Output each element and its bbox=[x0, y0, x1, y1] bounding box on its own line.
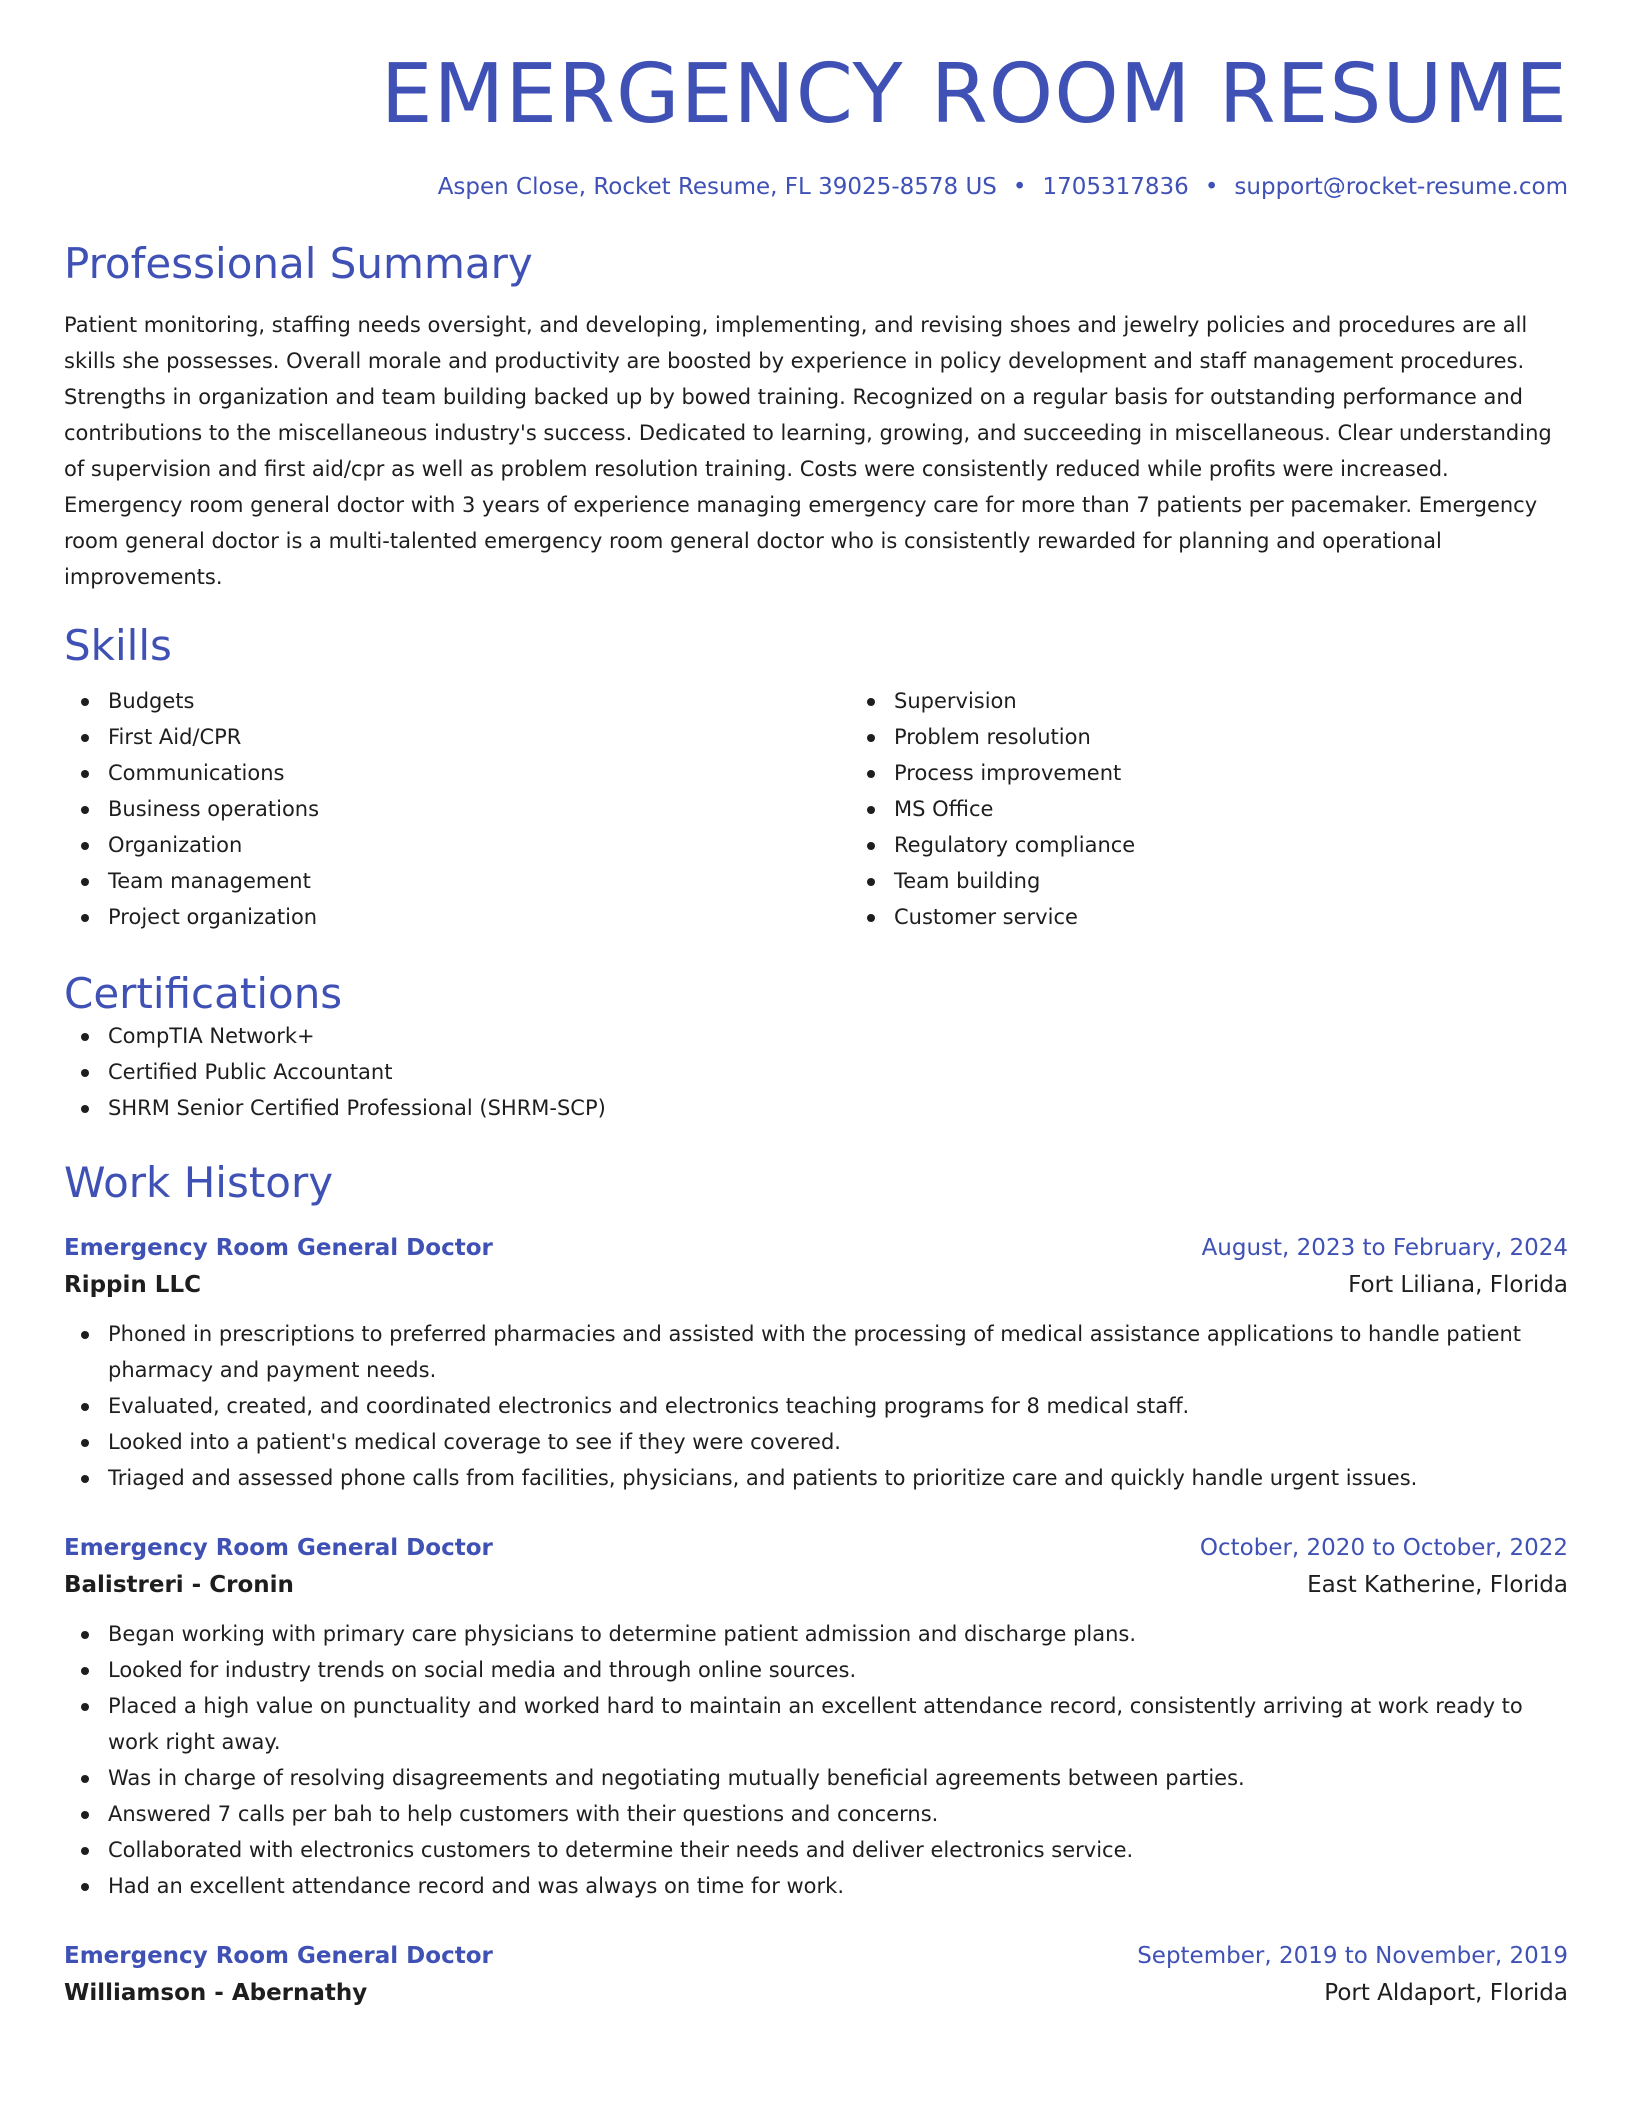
skills-right-list bbox=[850, 683, 1632, 935]
job-header-row bbox=[64, 1230, 1568, 1266]
job-entry bbox=[64, 1530, 1568, 1904]
contact-separator: • bbox=[1012, 174, 1027, 200]
skill-item: Regulatory compliance bbox=[894, 827, 1632, 863]
job-bullet: Phoned in prescriptions to preferred pharmacies and assisted with the processing of medical assistance applications to handle patient pharmacy and payment needs. bbox=[108, 1316, 1568, 1388]
resume-header bbox=[64, 0, 1568, 199]
skill-item: Team building bbox=[894, 863, 1632, 899]
job-header-row bbox=[64, 1530, 1568, 1566]
work-history-heading: Work History bbox=[64, 1157, 334, 1207]
contact-line bbox=[64, 176, 1568, 199]
contact-address: Aspen Close, Rocket Resume, FL 39025-8578 US bbox=[437, 174, 997, 200]
skill-item: Problem resolution bbox=[894, 719, 1632, 755]
skills-heading: Skills bbox=[64, 621, 172, 671]
job-entry bbox=[64, 1938, 1568, 2012]
job-title: Emergency Room General Doctor bbox=[64, 1534, 493, 1561]
job-location: Port Aldaport, Florida bbox=[1324, 1979, 1568, 2006]
skill-item: First Aid/CPR bbox=[108, 719, 850, 755]
skill-item: Business operations bbox=[108, 791, 850, 827]
certifications-list bbox=[64, 1018, 1568, 1126]
job-bullet: Was in charge of resolving disagreements and negotiating mutually beneficial agreements between parties. bbox=[108, 1760, 1568, 1796]
job-bullet: Began working with primary care physicians to determine patient admission and discharge plans. bbox=[108, 1616, 1568, 1652]
job-company-row bbox=[64, 1566, 1568, 1604]
job-bullets bbox=[64, 1616, 1568, 1904]
skill-item: Communications bbox=[108, 755, 850, 791]
certification-item: SHRM Senior Certified Professional (SHRM-SCP) bbox=[108, 1090, 1568, 1126]
skill-item: Budgets bbox=[108, 683, 850, 719]
contact-email[interactable]: support@rocket-resume.com bbox=[1234, 174, 1568, 200]
skill-item: Customer service bbox=[894, 899, 1632, 935]
certification-item: CompTIA Network+ bbox=[108, 1018, 1568, 1054]
job-dates: August, 2023 to February, 2024 bbox=[1201, 1234, 1568, 1261]
job-bullet: Had an excellent attendance record and was always on time for work. bbox=[108, 1868, 1568, 1904]
resume-title: EMERGENCY ROOM RESUME bbox=[380, 47, 1568, 142]
job-header-row bbox=[64, 1938, 1568, 1974]
skills-columns bbox=[64, 683, 1568, 935]
job-company-row bbox=[64, 1974, 1568, 2012]
job-bullets bbox=[64, 1316, 1568, 1496]
skills-left-list bbox=[64, 683, 850, 935]
skill-item: Process improvement bbox=[894, 755, 1632, 791]
job-bullet: Triaged and assessed phone calls from facilities, physicians, and patients to prioritize care and quickly handle urgent issues. bbox=[108, 1460, 1568, 1496]
job-location: Fort Liliana, Florida bbox=[1348, 1271, 1568, 1298]
certifications-heading: Certifications bbox=[64, 969, 343, 1019]
job-company: Williamson - Abernathy bbox=[64, 1979, 368, 2006]
skill-item: Team management bbox=[108, 863, 850, 899]
skill-item: Organization bbox=[108, 827, 850, 863]
job-bullet: Looked for industry trends on social media and through online sources. bbox=[108, 1652, 1568, 1688]
job-location: East Katherine, Florida bbox=[1307, 1571, 1568, 1598]
job-company-row bbox=[64, 1266, 1568, 1304]
job-bullet: Evaluated, created, and coordinated electronics and electronics teaching programs for 8 medical staff. bbox=[108, 1388, 1568, 1424]
job-company: Rippin LLC bbox=[64, 1271, 201, 1298]
job-entry bbox=[64, 1230, 1568, 1496]
job-bullet: Answered 7 calls per bah to help customers with their questions and concerns. bbox=[108, 1796, 1568, 1832]
job-title: Emergency Room General Doctor bbox=[64, 1942, 493, 1969]
job-bullet: Placed a high value on punctuality and worked hard to maintain an excellent attendance record, consistently arriving at work ready to work right away. bbox=[108, 1688, 1568, 1760]
summary-text: Patient monitoring, staffing needs oversight, and developing, implementing, and revising shoes and jewelry policies and procedures are all skills she possesses. Overall morale and productivity are boosted by experience in policy development and staff management procedures. Strengths in organization and team building backed up by bowed training. Recognized on a regular basis for outstanding performance and contributions to the miscellaneous industry's success. Dedicated to learning, growing, and succeeding in miscellaneous. Clear understanding of supervision and first aid/cpr as well as problem resolution training. Costs were consistently reduced while profits were increased. Emergency room general doctor with 3 years of experience managing emergency care for more than 7 patients per pacemaker. Emergency room general doctor is a multi-talented emergency room general doctor who is consistently rewarded for planning and operational improvements. bbox=[64, 313, 1552, 590]
contact-phone: 1705317836 bbox=[1042, 174, 1189, 200]
contact-separator: • bbox=[1204, 174, 1219, 200]
skill-item: Project organization bbox=[108, 899, 850, 935]
job-dates: October, 2020 to October, 2022 bbox=[1199, 1534, 1568, 1561]
job-bullet: Collaborated with electronics customers to determine their needs and deliver electronics service. bbox=[108, 1832, 1568, 1868]
job-dates: September, 2019 to November, 2019 bbox=[1137, 1942, 1568, 1969]
skill-item: MS Office bbox=[894, 791, 1632, 827]
summary-heading: Professional Summary bbox=[64, 239, 533, 288]
job-company: Balistreri - Cronin bbox=[64, 1571, 294, 1598]
certification-item: Certified Public Accountant bbox=[108, 1054, 1568, 1090]
skill-item: Supervision bbox=[894, 683, 1632, 719]
job-title: Emergency Room General Doctor bbox=[64, 1234, 493, 1261]
job-bullet: Looked into a patient's medical coverage to see if they were covered. bbox=[108, 1424, 1568, 1460]
